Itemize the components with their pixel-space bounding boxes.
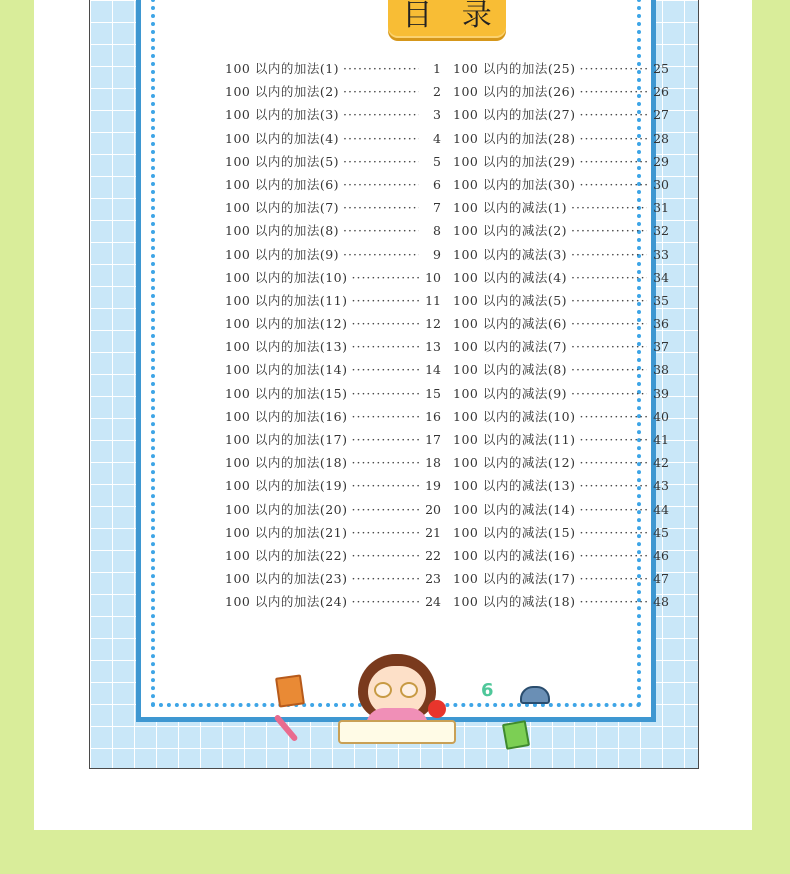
toc-entry-title: 100 以内的加法(20) <box>225 501 348 517</box>
toc-dot-leader <box>343 173 419 196</box>
toc-dot-leader <box>352 266 420 289</box>
apple-icon <box>428 700 446 718</box>
toc-entry-title: 100 以内的减法(9) <box>453 385 568 401</box>
toc-entry-title: 100 以内的加法(22) <box>225 547 348 563</box>
toc-page-number: 4 <box>433 130 441 146</box>
toc-page-number: 18 <box>425 455 441 471</box>
toc-page-number: 36 <box>653 316 669 332</box>
toc-entry-title: 100 以内的减法(3) <box>453 246 568 262</box>
toc-page-number: 42 <box>653 455 669 471</box>
toc-page-number: 19 <box>425 478 441 494</box>
toc-dot-leader <box>352 521 420 544</box>
toc-dot-leader <box>580 57 648 80</box>
toc-entry-title: 100 以内的减法(1) <box>453 200 568 216</box>
toc-entry[interactable] <box>225 521 441 544</box>
toc-entry[interactable] <box>453 219 669 242</box>
toc-entry-title: 100 以内的减法(18) <box>453 594 576 610</box>
toc-page-number: 3 <box>433 107 441 123</box>
toc-dot-leader <box>571 358 647 381</box>
toc-entry[interactable] <box>225 358 441 381</box>
toc-entry-title: 100 以内的加法(19) <box>225 478 348 494</box>
toc-row <box>225 358 677 381</box>
toc-dot-leader <box>352 428 420 451</box>
toc-page-number: 34 <box>653 269 669 285</box>
toc-entry-title: 100 以内的加法(9) <box>225 246 340 262</box>
toc-dot-leader <box>571 289 647 312</box>
toc-dot-leader <box>352 382 420 405</box>
toc-dot-leader <box>352 335 420 358</box>
toc-entry-title: 100 以内的减法(6) <box>453 316 568 332</box>
toc-dot-leader <box>580 103 648 126</box>
toc-page-number: 5 <box>433 153 441 169</box>
toc-dot-leader <box>580 80 648 103</box>
toc-page-number: 15 <box>425 385 441 401</box>
toc-dot-leader <box>352 474 420 497</box>
toc-dot-leader <box>580 590 648 613</box>
toc-page-number: 22 <box>425 547 441 563</box>
toc-entry-title: 100 以内的加法(1) <box>225 61 340 76</box>
toc-entry[interactable] <box>225 80 441 103</box>
toc-entry[interactable] <box>225 312 441 335</box>
toc-page-number: 12 <box>425 316 441 332</box>
toc-entry-title: 100 以内的减法(5) <box>453 292 568 308</box>
toc-entry-title: 100 以内的减法(13) <box>453 478 576 494</box>
toc-entry-title: 100 以内的减法(15) <box>453 524 576 540</box>
toc-row <box>225 57 677 80</box>
toc-entry-title: 100 以内的减法(16) <box>453 547 576 563</box>
toc-dot-leader <box>571 196 647 219</box>
toc-dot-leader <box>343 150 419 173</box>
toc-entry-title: 100 以内的减法(10) <box>453 408 576 424</box>
toc-entry[interactable] <box>453 544 669 567</box>
toc-page-number: 46 <box>653 547 669 563</box>
toc-dot-leader <box>580 405 648 428</box>
toc-dot-leader <box>343 57 419 80</box>
toc-entry[interactable] <box>453 266 669 289</box>
toc-entry-title: 100 以内的加法(5) <box>225 153 340 169</box>
toc-page-number: 35 <box>653 292 669 308</box>
toc-entry[interactable] <box>453 103 669 126</box>
toc-page-number: 27 <box>653 107 669 123</box>
toc-entry[interactable] <box>225 335 441 358</box>
toc-entry[interactable] <box>453 196 669 219</box>
toc-entry[interactable] <box>453 173 669 196</box>
toc-page-number: 6 <box>433 176 441 192</box>
toc-page-number: 37 <box>653 339 669 355</box>
toc-entry[interactable] <box>453 428 669 451</box>
toc-entry-title: 100 以内的加法(24) <box>225 594 348 610</box>
toc-entry-title: 100 以内的加法(7) <box>225 200 340 216</box>
toc-entry-title: 100 以内的减法(12) <box>453 455 576 471</box>
toc-entry-title: 100 以内的加法(26) <box>453 84 576 100</box>
toc-entry[interactable] <box>225 219 441 242</box>
toc-dot-leader <box>352 289 420 312</box>
toc-entry-title: 100 以内的加法(14) <box>225 362 348 378</box>
toc-row <box>225 544 677 567</box>
toc-dot-leader <box>571 335 647 358</box>
toc-row <box>225 266 677 289</box>
toc-entry[interactable] <box>225 266 441 289</box>
toc-dot-leader <box>343 103 419 126</box>
toc-row <box>225 567 677 590</box>
toc-entry[interactable] <box>225 590 441 613</box>
toc-dot-leader <box>571 266 647 289</box>
toc-dot-leader <box>343 80 419 103</box>
toc-dot-leader <box>343 243 419 266</box>
toc-entry[interactable] <box>453 289 669 312</box>
toc-page-number: 9 <box>433 246 441 262</box>
toc-entry[interactable] <box>225 498 441 521</box>
toc-entry[interactable] <box>225 567 441 590</box>
toc-page-number: 45 <box>653 524 669 540</box>
toc-entry-title: 100 以内的加法(30) <box>453 176 576 192</box>
toc-entry-title: 100 以内的加法(25) <box>453 61 576 76</box>
toc-row <box>225 289 677 312</box>
toc-entry[interactable] <box>225 173 441 196</box>
toc-row <box>225 382 677 405</box>
toc-entry-title: 100 以内的加法(11) <box>225 292 348 308</box>
toc-entry[interactable] <box>453 150 669 173</box>
toc-entry[interactable] <box>225 150 441 173</box>
toc-entry[interactable] <box>225 474 441 497</box>
toc-page-number: 31 <box>653 200 669 216</box>
toc-entry[interactable] <box>225 289 441 312</box>
toc-entry[interactable] <box>453 312 669 335</box>
toc-entry[interactable] <box>453 521 669 544</box>
toc-page-number: 1 <box>433 61 441 76</box>
toc-entry-title: 100 以内的加法(28) <box>453 130 576 146</box>
toc-row <box>225 428 677 451</box>
toc-page-number: 47 <box>653 571 669 587</box>
toc-entry[interactable] <box>453 405 669 428</box>
telephone-icon <box>520 686 550 704</box>
toc-page-number: 48 <box>653 594 669 610</box>
toc-entry[interactable] <box>225 451 441 474</box>
toc-entry-title: 100 以内的减法(7) <box>453 339 568 355</box>
toc-row <box>225 474 677 497</box>
toc-dot-leader <box>343 196 419 219</box>
toc-page-number: 21 <box>425 524 441 540</box>
toc-entry-title: 100 以内的加法(27) <box>453 107 576 123</box>
toc-page-number: 24 <box>425 594 441 610</box>
toc-dot-leader <box>571 219 647 242</box>
toc-row <box>225 219 677 242</box>
toc-dot-leader <box>580 451 648 474</box>
toc-dot-leader <box>580 127 648 150</box>
toc-entry[interactable] <box>225 428 441 451</box>
toc-page-number: 33 <box>653 246 669 262</box>
toc-entry[interactable] <box>453 498 669 521</box>
toc-dot-leader <box>352 567 420 590</box>
toc-dot-leader <box>580 474 648 497</box>
toc-entry[interactable] <box>225 382 441 405</box>
toc-dot-leader <box>352 451 420 474</box>
toc-entry-title: 100 以内的加法(4) <box>225 130 340 146</box>
toc-entry[interactable] <box>453 335 669 358</box>
toc-dot-leader <box>352 312 420 335</box>
toc-entry[interactable] <box>225 57 441 80</box>
toc-page-number: 39 <box>653 385 669 401</box>
toc-dot-leader <box>580 428 648 451</box>
toc-row <box>225 590 677 613</box>
toc-page-number: 23 <box>425 571 441 587</box>
toc-dot-leader <box>580 150 648 173</box>
toc-entry[interactable] <box>453 451 669 474</box>
toc-entry[interactable] <box>225 243 441 266</box>
toc-entry[interactable] <box>225 127 441 150</box>
toc-dot-leader <box>571 382 647 405</box>
toc-row <box>225 451 677 474</box>
toc-page-number: 7 <box>433 200 441 216</box>
toc-entry-title: 100 以内的加法(8) <box>225 223 340 239</box>
toc-row <box>225 243 677 266</box>
toc-page-number: 17 <box>425 432 441 447</box>
toc-entry-title: 100 以内的加法(12) <box>225 316 348 332</box>
toc-page-number: 8 <box>433 223 441 239</box>
toc-page-number: 26 <box>653 84 669 100</box>
toc-entry[interactable] <box>453 474 669 497</box>
toc-page-number: 41 <box>653 432 669 447</box>
toc-page-number: 40 <box>653 408 669 424</box>
toc-entry-title: 100 以内的加法(15) <box>225 385 348 401</box>
toc-entry-title: 100 以内的减法(8) <box>453 362 568 378</box>
toc-entry-title: 100 以内的减法(17) <box>453 571 576 587</box>
toc-entry[interactable] <box>453 127 669 150</box>
toc-entry[interactable] <box>453 590 669 613</box>
toc-entry-title: 100 以内的加法(23) <box>225 571 348 587</box>
toc-dot-leader <box>352 405 420 428</box>
toc-dot-leader <box>580 544 648 567</box>
toc-dot-leader <box>352 498 420 521</box>
toc-entry-title: 100 以内的加法(17) <box>225 432 348 447</box>
content-frame <box>136 0 669 722</box>
toc-page-number: 38 <box>653 362 669 378</box>
toc-row <box>225 173 677 196</box>
number-sticker: 6 <box>481 680 494 701</box>
girl-reading-icon <box>338 648 458 744</box>
toc-page-number: 11 <box>425 292 441 308</box>
toc-entry-title: 100 以内的减法(11) <box>453 432 576 447</box>
toc-entry[interactable] <box>225 544 441 567</box>
toc-page-number: 25 <box>653 61 669 76</box>
toc-page-number: 13 <box>425 339 441 355</box>
toc-row <box>225 405 677 428</box>
toc-entry-title: 100 以内的加法(18) <box>225 455 348 471</box>
toc-entry-title: 100 以内的加法(13) <box>225 339 348 355</box>
toc-entry-title: 100 以内的加法(29) <box>453 153 576 169</box>
book-icon <box>275 674 305 707</box>
toc-entry-title: 100 以内的减法(4) <box>453 269 568 285</box>
toc-page-number: 28 <box>653 130 669 146</box>
toc-dot-leader <box>343 127 419 150</box>
toc-entry[interactable] <box>225 405 441 428</box>
toc-dot-leader <box>352 590 420 613</box>
toc-entry[interactable] <box>225 103 441 126</box>
toc-row <box>225 150 677 173</box>
toc-row <box>225 312 677 335</box>
toc-entry[interactable] <box>453 382 669 405</box>
toc-dot-leader <box>580 173 648 196</box>
toc-page-number: 2 <box>433 84 441 100</box>
toc-entry-title: 100 以内的减法(14) <box>453 501 576 517</box>
toc-entry-title: 100 以内的加法(3) <box>225 107 340 123</box>
toc-dot-leader <box>352 544 420 567</box>
toc-page-number: 29 <box>653 153 669 169</box>
toc-row <box>225 196 677 219</box>
toc-entry-title: 100 以内的加法(21) <box>225 524 348 540</box>
toc-entry-title: 100 以内的减法(2) <box>453 223 568 239</box>
toc-page-number: 10 <box>425 269 441 285</box>
toc-row <box>225 335 677 358</box>
book-page <box>89 0 699 769</box>
green-book-icon <box>502 720 530 750</box>
toc-page-number: 14 <box>425 362 441 378</box>
toc-entry[interactable] <box>453 358 669 381</box>
toc-row <box>225 103 677 126</box>
toc-entry-title: 100 以内的加法(10) <box>225 269 348 285</box>
toc-page-number: 16 <box>425 408 441 424</box>
toc-page-number: 20 <box>425 501 441 517</box>
toc-dot-leader <box>580 498 648 521</box>
toc-page-number: 43 <box>653 478 669 494</box>
toc-entry[interactable] <box>453 243 669 266</box>
toc-page-number: 44 <box>653 501 669 517</box>
toc-dot-leader <box>580 521 648 544</box>
toc-page-number: 32 <box>653 223 669 239</box>
table-of-contents <box>225 57 677 614</box>
toc-entry[interactable] <box>453 567 669 590</box>
toc-row <box>225 127 677 150</box>
toc-entry[interactable] <box>453 57 669 80</box>
toc-page-number: 30 <box>653 176 669 192</box>
toc-dot-leader <box>571 312 647 335</box>
toc-dot-leader <box>352 358 420 381</box>
page-title: 目 录 <box>388 0 506 38</box>
toc-dot-leader <box>343 219 419 242</box>
toc-dot-leader <box>571 243 647 266</box>
toc-entry[interactable] <box>453 80 669 103</box>
toc-row <box>225 521 677 544</box>
toc-entry-title: 100 以内的加法(6) <box>225 176 340 192</box>
toc-entry-title: 100 以内的加法(16) <box>225 408 348 424</box>
toc-dot-leader <box>580 567 648 590</box>
toc-row <box>225 498 677 521</box>
toc-entry[interactable] <box>225 196 441 219</box>
toc-entry-title: 100 以内的加法(2) <box>225 84 340 100</box>
toc-row <box>225 80 677 103</box>
